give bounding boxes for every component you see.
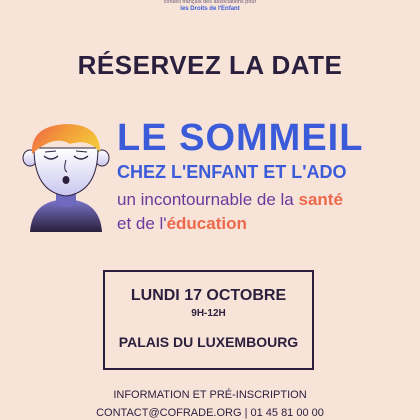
tagline-health: santé (298, 190, 343, 209)
org-name-line1: conseil français des associations pour (163, 0, 257, 5)
event-time: 9H-12H (191, 308, 226, 319)
tagline (117, 188, 412, 236)
tagline-education: éducation (166, 214, 247, 233)
org-name-line2: les Droits de l'Enfant (180, 6, 240, 12)
title-block (117, 116, 412, 236)
sleeping-child-icon (18, 120, 113, 235)
tagline-text-1: un incontournable de la (117, 190, 299, 209)
event-subtitle: CHEZ L'ENFANT ET L'ADO (117, 162, 347, 182)
save-the-date-heading: RÉSERVEZ LA DATE (77, 50, 343, 80)
event-place: PALAIS DU LUXEMBOURG (118, 334, 299, 350)
info-label: INFORMATION ET PRÉ-INSCRIPTION (113, 389, 307, 401)
contact-link[interactable]: CONTACT@COFRADE.ORG | 01 45 81 00 00 (96, 407, 324, 419)
event-date: LUNDI 17 OCTOBRE (130, 287, 287, 304)
event-title: LE SOMMEIL (117, 117, 364, 159)
event-details-box (103, 270, 314, 370)
tagline-text-2: et de l' (117, 214, 167, 233)
org-header (0, 0, 420, 13)
info-footer (0, 388, 420, 420)
